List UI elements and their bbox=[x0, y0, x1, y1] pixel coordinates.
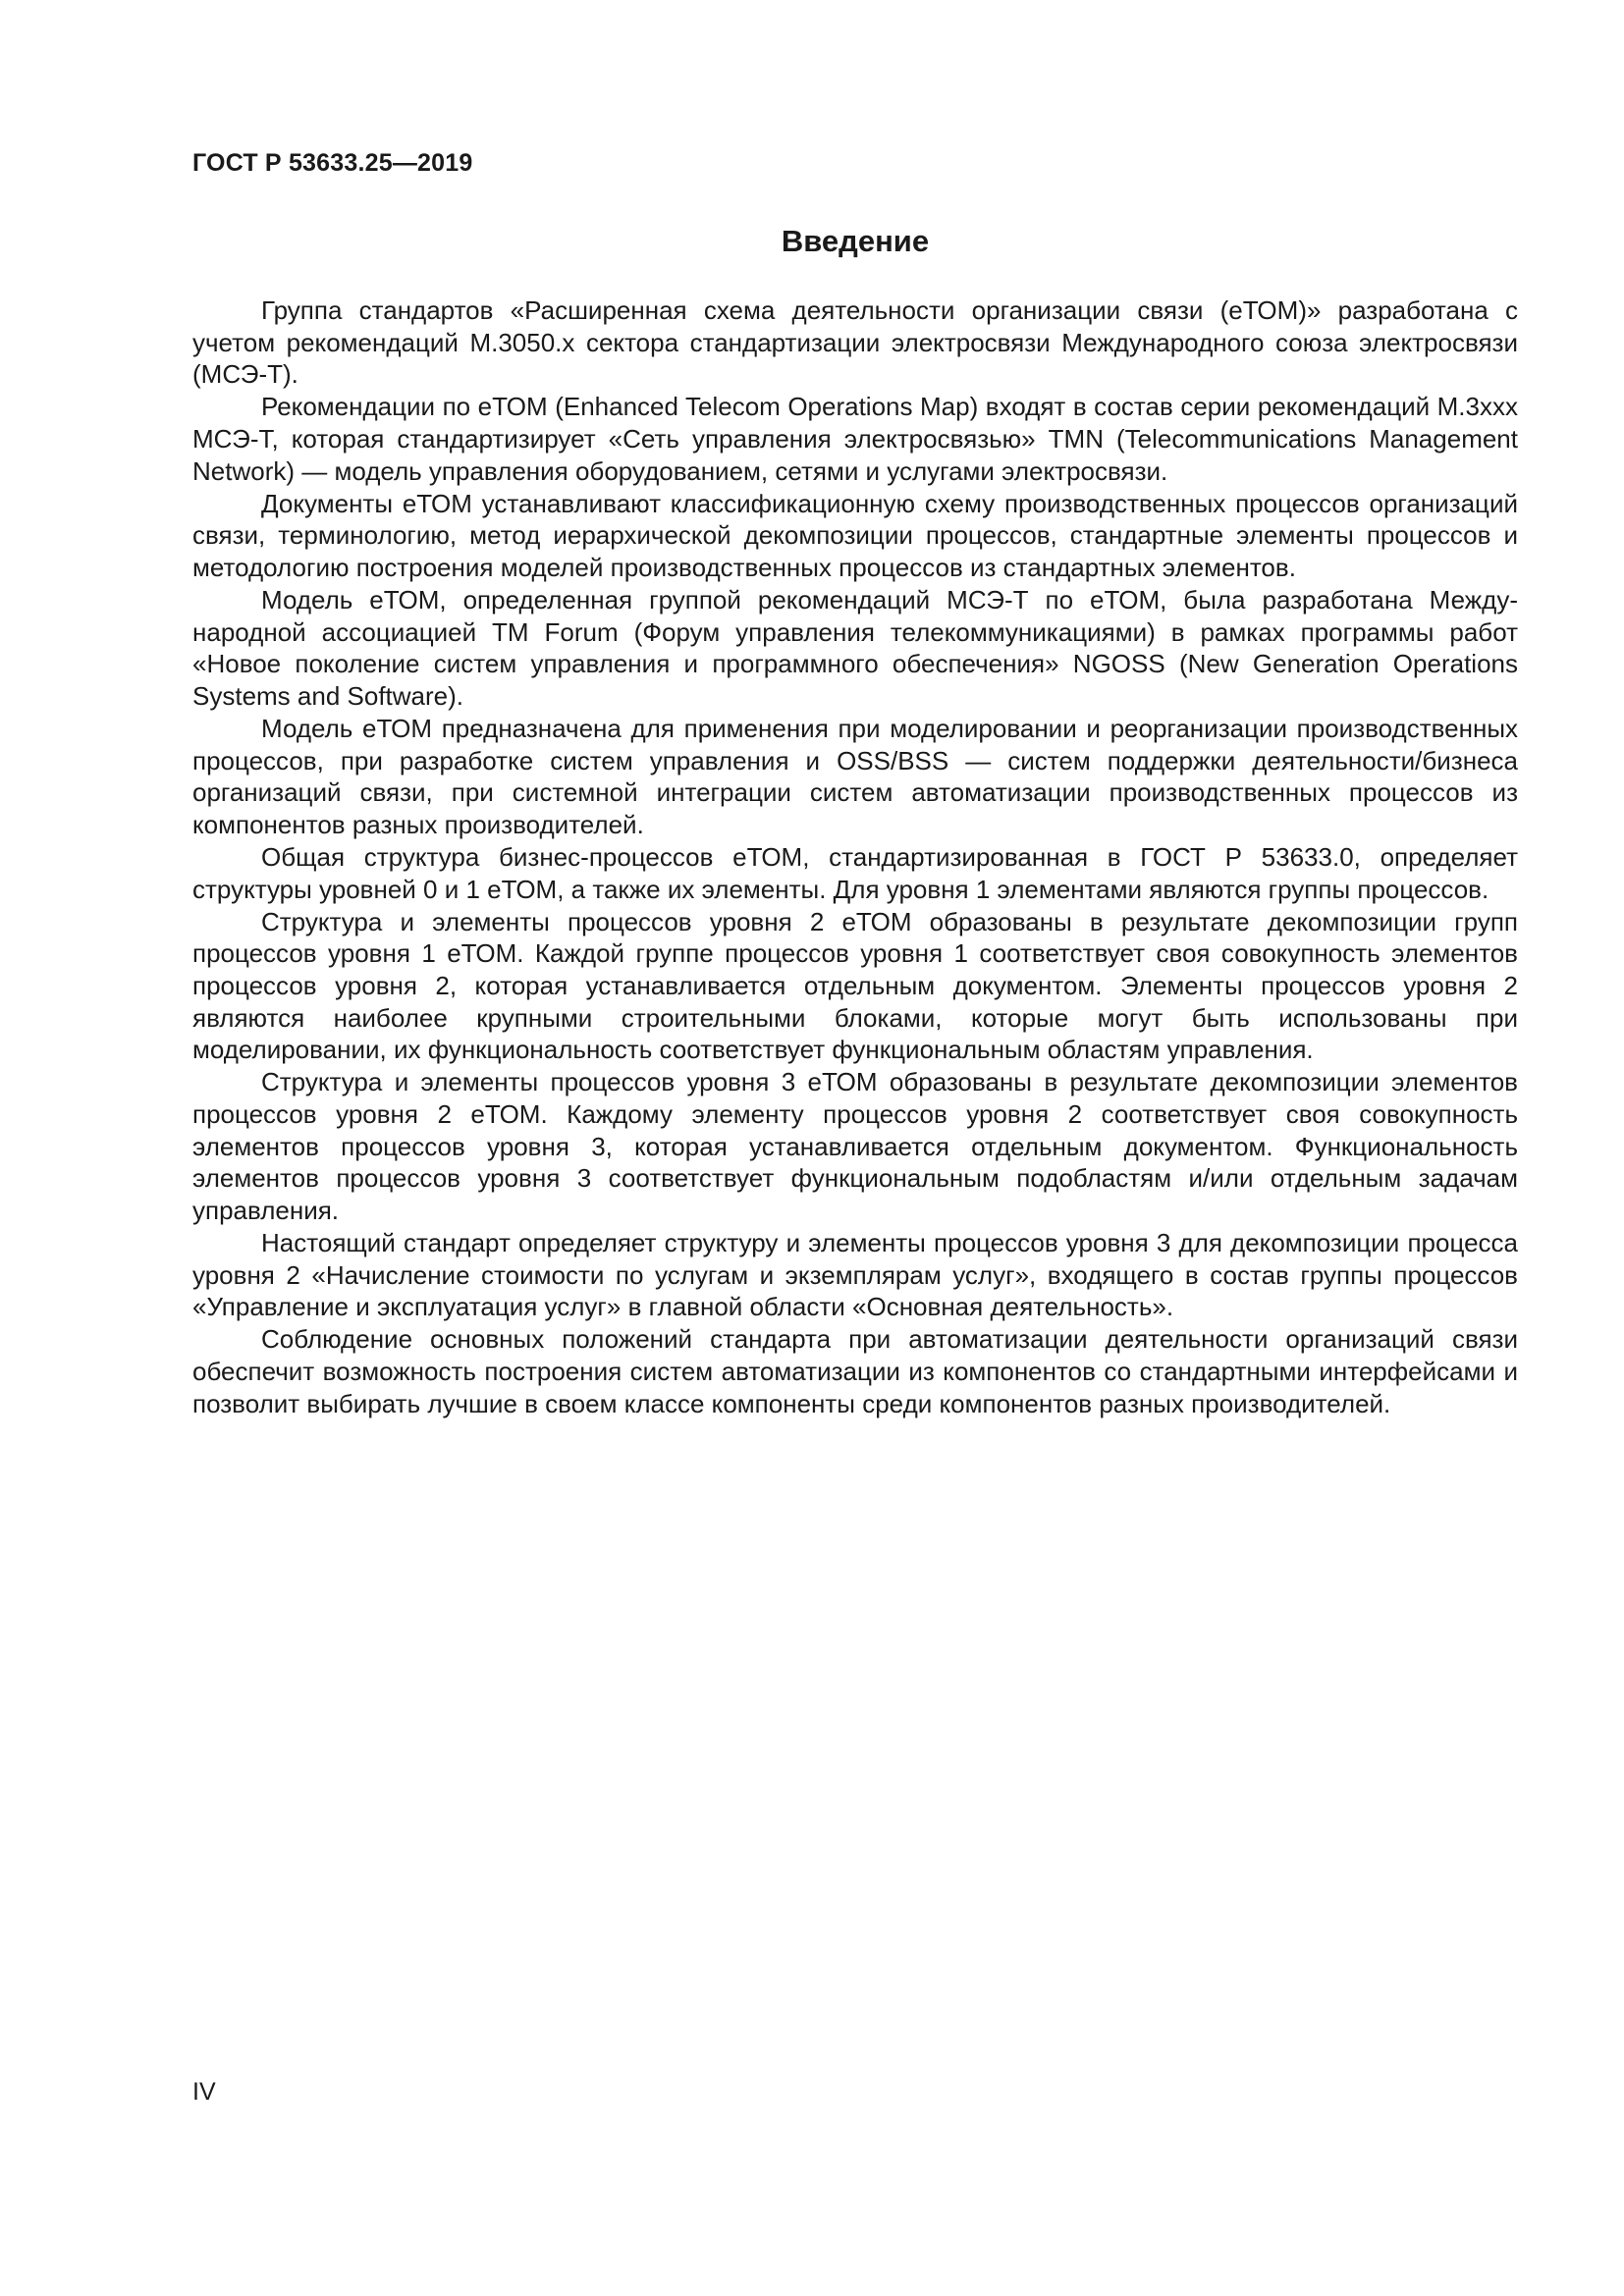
paragraph-8: Структура и элементы процессов уровня 3 еТОМ образованы в результате декомпозиции элементов процессов уровня 2 еТОМ. Каждому элементу процессов уровня 2 соответствует своя совокупность элементов процессов уровня 3, которая устанавливается отдельным документом. Функциональность элементов процессов уровня 3 соответствует функциональным подобластям и/или отдельным задачам управления. bbox=[192, 1067, 1518, 1225]
paragraph-9: Настоящий стандарт определяет структуру и элементы процессов уровня 3 для декомпозиции процесса уровня 2 «Начисление стоимости по услугам и экземплярам услуг», входящего в состав группы процессов «Управление и эксплуатация услуг» в главной области «Основная деятельность». bbox=[192, 1227, 1518, 1322]
paragraph-2: Рекомендации по еТОМ (Enhanced Telecom Operations Map) входят в состав серии рекомендаций М.3ххх МСЭ-Т, которая стандартизирует «Сеть управления электросвязью» TMN (Telecommunications Management Network) — модель управления оборудованием, сетями и услугами электросвязи. bbox=[192, 392, 1518, 486]
section-title: Введение bbox=[781, 224, 930, 258]
paragraph-6: Общая структура бизнес-процессов еТОМ, стандартизированная в ГОСТ Р 53633.0, определяет структуры уровней 0 и 1 еТОМ, а также их элементы. Для уровня 1 элементами являются группы процессов. bbox=[192, 842, 1518, 904]
paragraph-7: Структура и элементы процессов уровня 2 еТОМ образованы в результате декомпозиции групп процессов уровня 1 еТОМ. Каждой группе процессов уровня 1 соответствует своя совокупность элементов процессов уровня 2, которая устанавливается отдельным документом. Элементы процессов уровня 2 являются наиболее крупными строительными блоками, которые могут быть использованы при моделировании, их функциональность соответствует функциональным областям управления. bbox=[192, 906, 1518, 1065]
document-standard-code: ГОСТ Р 53633.25—2019 bbox=[192, 149, 473, 177]
page-number: IV bbox=[192, 2078, 216, 2106]
paragraph-4: Модель еТОМ, определенная группой рекомендаций МСЭ-Т по еТОМ, была разработана Международной ассоциацией TM Forum (Форум управления телекоммуникациями) в рамках программы работ «Новое поколение систем управления и программного обеспечения» NGOSS (New Generation Operations Systems and Software). bbox=[192, 585, 1518, 711]
paragraph-5: Модель еТОМ предназначена для применения при моделировании и реорганизации производственных процессов, при разработке систем управления и OSS/BSS — систем поддержки деятельности/бизнеса организаций связи, при системной интеграции систем автоматизации производственных процессов из компонентов разных производителей. bbox=[192, 714, 1518, 839]
paragraph-3: Документы еТОМ устанавливают классификационную схему производственных процессов организаций связи, терминологию, метод иерархической декомпозиции процессов, стандартные элементы процессов и методологию построения моделей производственных процессов из стандартных элементов. bbox=[192, 488, 1518, 582]
paragraph-1: Группа стандартов «Расширенная схема деятельности организации связи (еТОМ)» разработана с учетом рекомендаций М.3050.х сектора стандартизации электросвязи Международного союза электросвязи (МСЭ-Т). bbox=[192, 295, 1518, 390]
introduction-body bbox=[192, 294, 1518, 1420]
paragraph-10: Соблюдение основных положений стандарта при автоматизации деятельности организаций связи обеспечит возможность построения систем автоматизации из компонентов со стандартными интерфейсами и позволит выбирать лучшие в своем классе компоненты среди компонентов разных производителей. bbox=[192, 1324, 1518, 1418]
